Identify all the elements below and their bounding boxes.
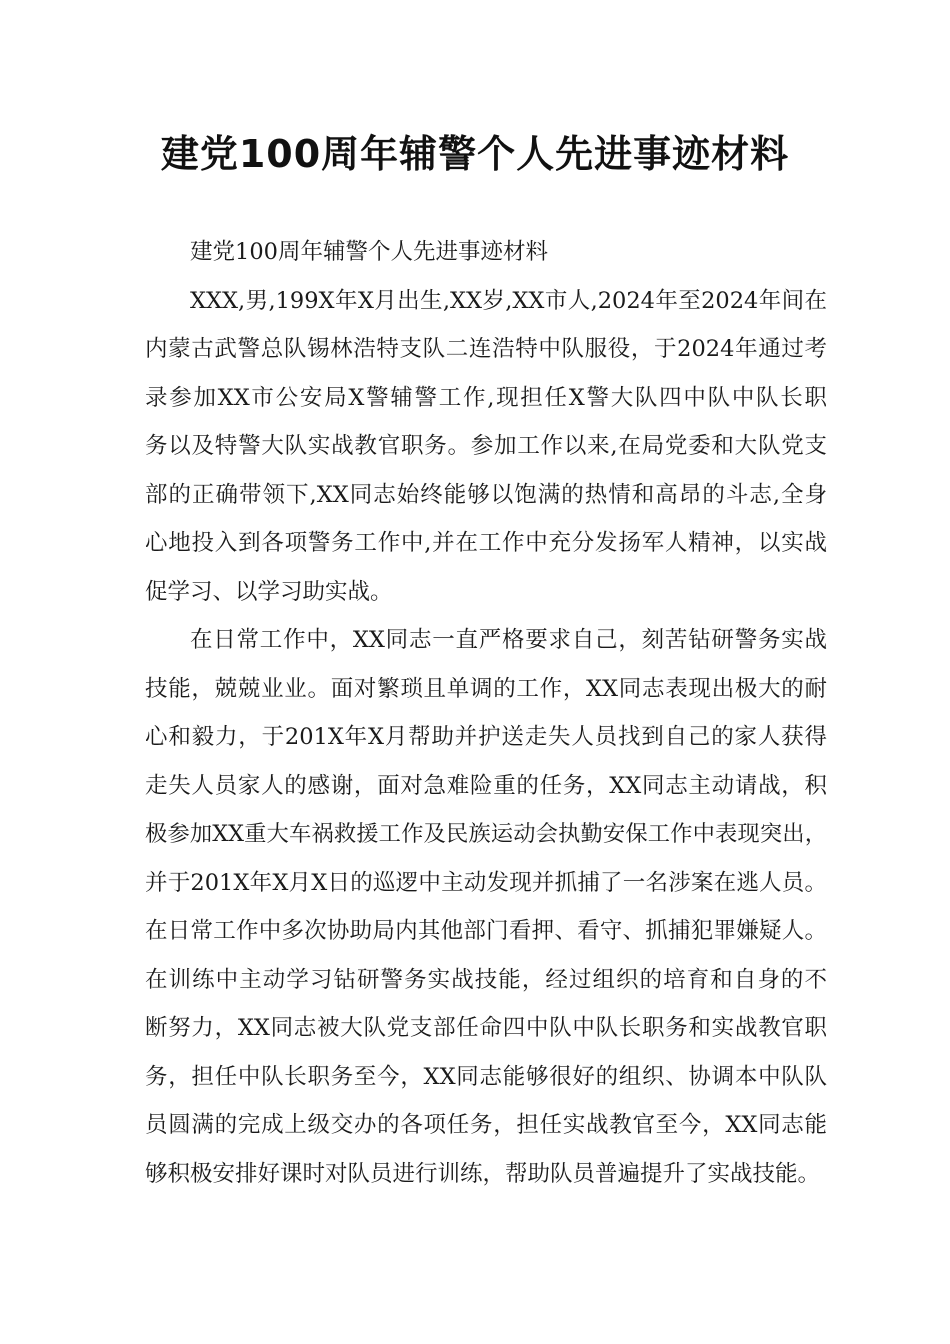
paragraph-line: 部的正确带领下,XX同志始终能够以饱满的热情和高昂的斗志,全身 (145, 481, 827, 508)
paragraph-line: XXX,男,199X年X月出生,XX岁,XX市人,2024年至2024年间在 (190, 287, 827, 314)
paragraph-line: 在日常工作中，XX同志一直严格要求自己，刻苦钻研警务实战 (190, 627, 827, 653)
paragraph-line: 并于201X年X月X日的巡逻中主动发现并抓捕了一名涉案在逃人员。 (145, 869, 827, 896)
paragraph-2 (145, 616, 827, 1198)
subtitle-paragraph (145, 228, 827, 277)
paragraph-line: 在训练中主动学习钻研警务实战技能，经过组织的培育和自身的不 (145, 966, 827, 993)
paragraph-line: 走失人员家人的感谢，面对急难险重的任务，XX同志主动请战，积 (145, 772, 827, 799)
document-title: 建党100周年辅警个人先进事迹材料 (160, 132, 790, 176)
paragraph-line: 录参加XX市公安局X警辅警工作,现担任X警大队四中队中队长职 (145, 384, 827, 411)
paragraph-line: 促学习、以学习助实战。 (145, 578, 393, 605)
paragraph-line: 技能，兢兢业业。面对繁琐且单调的工作，XX同志表现出极大的耐 (145, 675, 827, 702)
paragraph-line: 够积极安排好课时对队员进行训练，帮助队员普遍提升了实战技能。 (145, 1160, 821, 1187)
subtitle-line: 建党100周年辅警个人先进事迹材料 (190, 239, 548, 265)
paragraph-line: 员圆满的完成上级交办的各项任务，担任实战教官至今，XX同志能 (145, 1112, 827, 1138)
paragraph-line: 务，担任中队长职务至今，XX同志能够很好的组织、协调本中队队 (145, 1063, 827, 1090)
paragraph-line: 内蒙古武警总队锡林浩特支队二连浩特中队服役，于2024年通过考 (145, 336, 827, 362)
paragraph-line: 在日常工作中多次协助局内其他部门看押、看守、抓捕犯罪嫌疑人。 (145, 918, 827, 944)
document-body (145, 228, 827, 1198)
paragraph-line: 心和毅力，于201X年X月帮助并护送走失人员找到自己的家人获得 (145, 724, 827, 750)
paragraph-line: 务以及特警大队实战教官职务。参加工作以来,在局党委和大队党支 (145, 433, 827, 459)
paragraph-line: 极参加XX重大车祸救援工作及民族运动会执勤安保工作中表现突出， (145, 821, 827, 847)
paragraph-line: 断努力，XX同志被大队党支部任命四中队中队长职务和实战教官职 (145, 1015, 827, 1041)
paragraph-1 (145, 277, 827, 617)
paragraph-line: 心地投入到各项警务工作中,并在工作中充分发扬军人精神，以实战 (145, 530, 827, 556)
